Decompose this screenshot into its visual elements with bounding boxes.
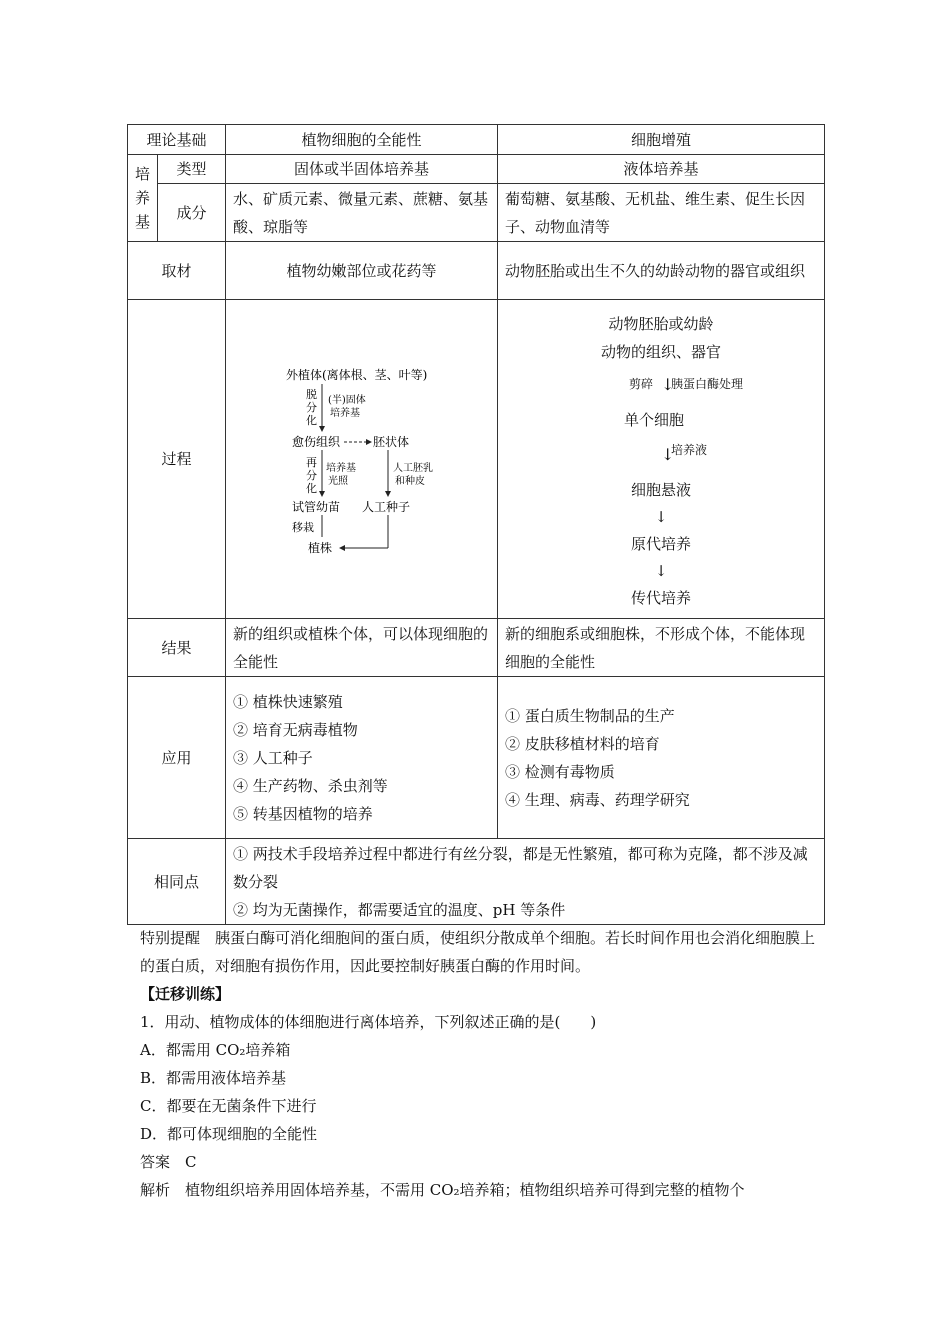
row-label-application: 应用 bbox=[128, 677, 226, 839]
list-item: ⑤ 转基因植物的培养 bbox=[233, 804, 373, 823]
list-item: ① 两技术手段培养过程中都进行有丝分裂，都是无性繁殖，都可称为克隆，都不涉及减数分裂 bbox=[233, 844, 808, 891]
header-animal: 细胞增殖 bbox=[498, 125, 825, 155]
down-arrow-icon: ↓ bbox=[654, 562, 668, 580]
row-label-type: 类型 bbox=[158, 155, 226, 184]
application-animal bbox=[498, 677, 825, 839]
list-item: ① 植株快速繁殖 bbox=[233, 692, 343, 711]
result-animal: 新的细胞系或细胞株，不形成个体，不能体现细胞的全能性 bbox=[498, 619, 825, 677]
svg-text:分: 分 bbox=[306, 401, 318, 414]
answer-text: 答案 C bbox=[140, 1153, 197, 1171]
components-plant: 水、矿质元素、微量元素、蔗糖、氨基酸、琼脂等 bbox=[226, 184, 498, 242]
components-animal: 葡萄糖、氨基酸、无机盐、维生素、促生长因子、动物血清等 bbox=[498, 184, 825, 242]
down-arrow-icon: ↓ bbox=[661, 375, 675, 394]
list-item: ② 均为无菌操作，都需要适宜的温度、pH 等条件 bbox=[233, 900, 566, 919]
special-note: 特别提醒 胰蛋白酶可消化细胞间的蛋白质，使组织分散成单个细胞。若长时间作用也会消化细胞膜上的蛋白质，对细胞有损伤作用，因此要控制好胰蛋白酶的作用时间。 bbox=[140, 929, 816, 975]
svg-text:光照: 光照 bbox=[328, 476, 349, 487]
type-plant: 固体或半固体培养基 bbox=[226, 155, 498, 184]
list-item: ② 皮肤移植材料的培育 bbox=[505, 734, 660, 753]
list-item: ② 培育无病毒植物 bbox=[233, 720, 358, 739]
callus-label: 愈伤组织 bbox=[292, 435, 341, 449]
source-plant: 植物幼嫩部位或花药等 bbox=[226, 242, 498, 300]
row-label-components: 成分 bbox=[158, 184, 226, 242]
row-label-source: 取材 bbox=[128, 242, 226, 300]
down-arrow-icon: ↓ bbox=[654, 508, 668, 526]
svg-text:移栽: 移栽 bbox=[292, 521, 315, 534]
row-label-result: 结果 bbox=[128, 619, 226, 677]
animal-source-label: 动物胚胎或幼龄 bbox=[608, 315, 714, 333]
question-text: 1．用动、植物成体的体细胞进行离体培养，下列叙述正确的是( ) bbox=[140, 1013, 597, 1031]
list-item: ③ 检测有毒物质 bbox=[505, 762, 615, 781]
single-cell-label: 单个细胞 bbox=[624, 411, 685, 429]
svg-text:培养基: 培养基 bbox=[330, 408, 361, 419]
svg-text:再: 再 bbox=[306, 456, 318, 469]
row-label-medium: 培 养 基 bbox=[128, 155, 158, 242]
plant-process-diagram bbox=[226, 300, 498, 619]
passage-culture-label: 传代培养 bbox=[631, 589, 692, 607]
primary-culture-label: 原代培养 bbox=[631, 535, 692, 553]
embryoid-label: 胚状体 bbox=[373, 435, 410, 449]
list-item: ③ 人工种子 bbox=[233, 748, 313, 767]
svg-text:人工胚乳: 人工胚乳 bbox=[393, 463, 434, 474]
list-item: ④ 生理、病毒、药理学研究 bbox=[505, 790, 690, 809]
svg-text:化: 化 bbox=[306, 414, 318, 427]
animal-process-flow: 动物胚胎或幼龄 动物的组织、器官 剪碎 ↓ 胰蛋白酶处理 单个细胞 ↓ 培养液 细胞悬液 ↓ 原代培养 ↓ 传代培养 bbox=[498, 300, 825, 619]
row-label-theory: 理论基础 bbox=[128, 125, 226, 155]
svg-text:分: 分 bbox=[306, 469, 318, 482]
header-plant: 植物细胞的全能性 bbox=[226, 125, 498, 155]
svg-text:化: 化 bbox=[306, 482, 318, 495]
seedling-label: 试管幼苗 bbox=[292, 500, 341, 514]
down-arrow-icon: ↓ bbox=[661, 445, 675, 464]
comparison-table bbox=[127, 124, 825, 925]
artificial-seed-label: 人工种子 bbox=[362, 500, 411, 514]
section-title: 【迁移训练】 bbox=[140, 985, 231, 1003]
common-points bbox=[226, 839, 825, 925]
application-plant bbox=[226, 677, 498, 839]
suspension-label: 细胞悬液 bbox=[631, 481, 692, 499]
list-item: ① 蛋白质生物制品的生产 bbox=[505, 706, 675, 725]
option-b: B．都需用液体培养基 bbox=[140, 1069, 287, 1087]
list-item: ④ 生产药物、杀虫剂等 bbox=[233, 776, 388, 795]
svg-text:和种皮: 和种皮 bbox=[395, 476, 426, 487]
option-a: A．都需用 CO₂培养箱 bbox=[140, 1041, 291, 1059]
plant-label: 植株 bbox=[308, 541, 333, 555]
analysis-text: 解析 植物组织培养用固体培养基，不需用 CO₂培养箱；植物组织培养可得到完整的植物个 bbox=[140, 1181, 745, 1199]
explant-label: 外植体(离体根、茎、叶等) bbox=[286, 368, 428, 382]
option-c: C．都要在无菌条件下进行 bbox=[140, 1097, 317, 1115]
svg-text:培养基: 培养基 bbox=[326, 463, 357, 474]
row-label-common: 相同点 bbox=[128, 839, 226, 925]
option-d: D．都可体现细胞的全能性 bbox=[140, 1125, 318, 1143]
exercise-section bbox=[140, 924, 820, 1204]
type-animal: 液体培养基 bbox=[498, 155, 825, 184]
row-label-process: 过程 bbox=[128, 300, 226, 619]
source-animal: 动物胚胎或出生不久的幼龄动物的器官或组织 bbox=[498, 242, 825, 300]
svg-text:(半)固体: (半)固体 bbox=[328, 395, 366, 406]
svg-text:脱: 脱 bbox=[306, 388, 318, 401]
result-plant: 新的组织或植株个体，可以体现细胞的全能性 bbox=[226, 619, 498, 677]
